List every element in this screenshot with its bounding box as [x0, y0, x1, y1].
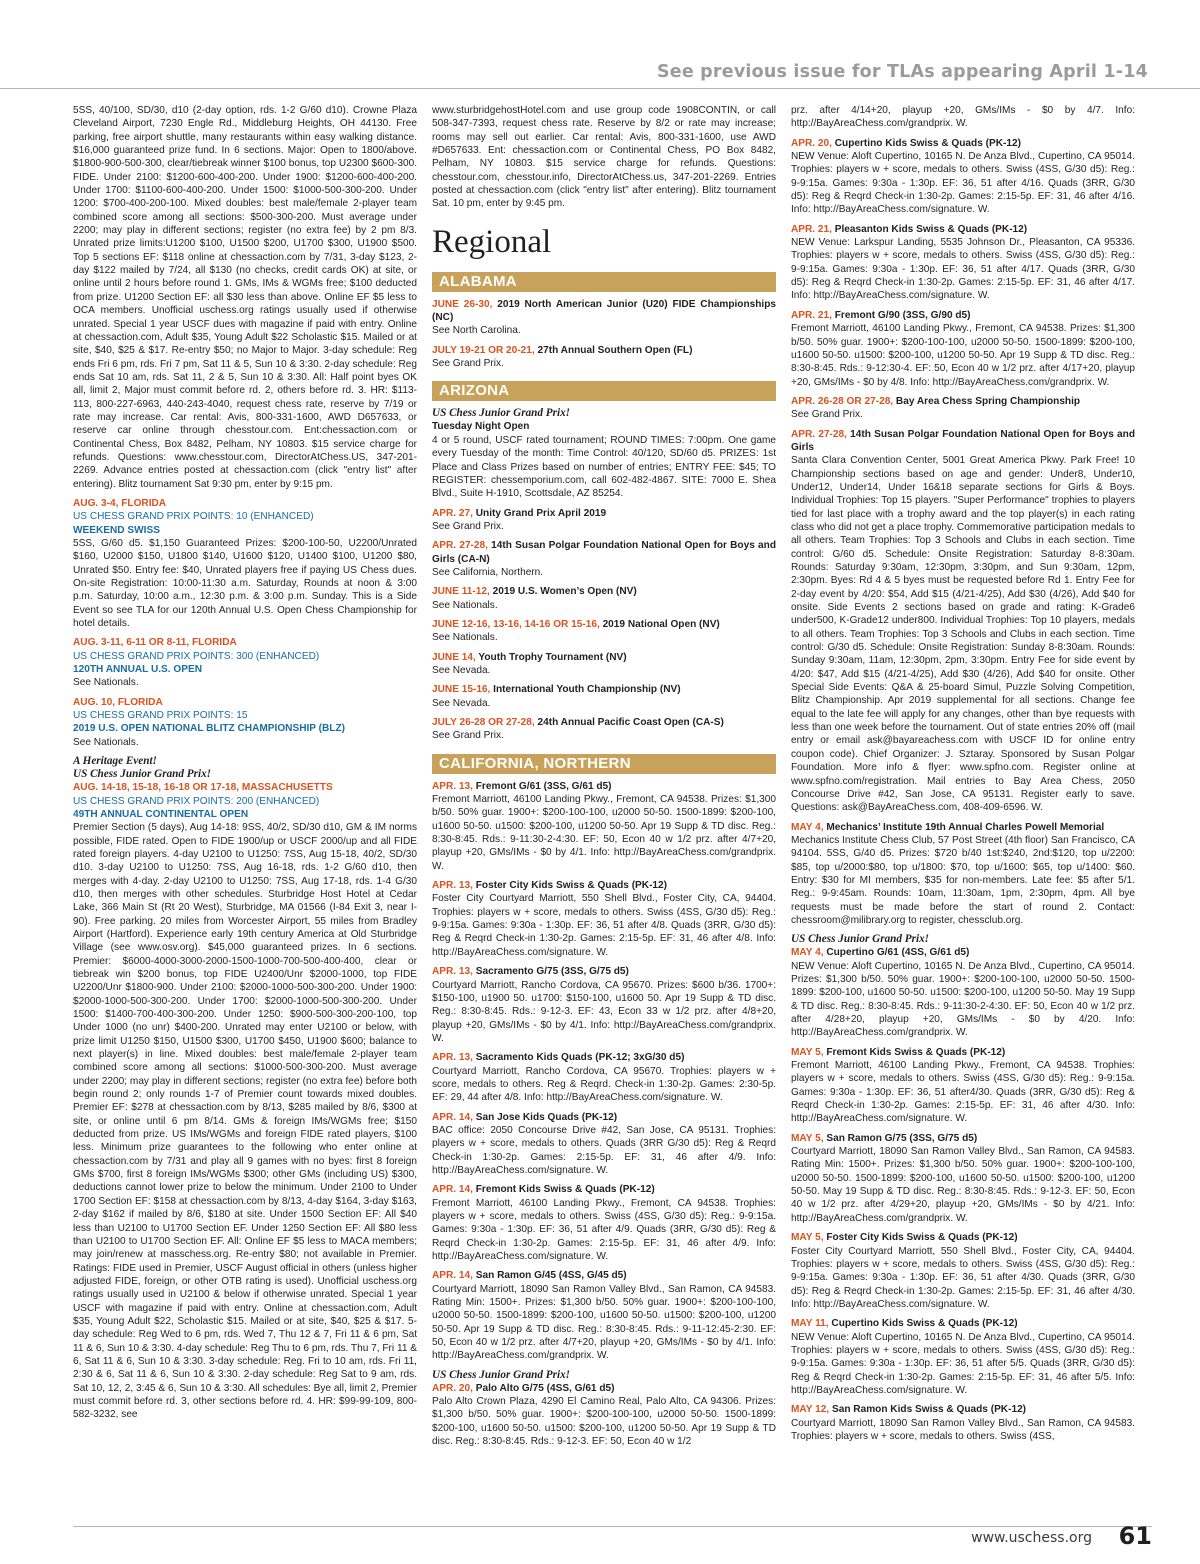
listing-name: Sacramento Kids Quads (PK-12; 3xG/30 d5) — [472, 1052, 685, 1064]
listing-body: See Nationals. — [73, 736, 139, 748]
grand-prix-points: US CHESS GRAND PRIX POINTS: 300 (ENHANCED) — [73, 650, 320, 662]
listing-body: NEW Venue: Aloft Cupertino, 10165 N. De Anza Blvd., Cupertino, CA 95014. Trophies: players w + score, medals to others. Swiss (4SS, G/30 d5): Reg.: 9-9:15a. Games: 9:30a - 1:30p. EF: 36, 51 after 5/5. Quads (3RR, G/30 d5): Reg & Reqrd Check-in 1:30-2p. Games: 2:15-5p. EF: 31, 46 after 5/5. Info: http://BayAreaChess.com/signature. W. — [791, 1331, 1135, 1396]
listing-body: Courtyard Marriott, Rancho Cordova, CA 95670. Prizes: $600 b/36. 1700+: $150-100, u1900 50. u1700: $150-100, u1600 50. Apr 19 Supp & TD disc. Reg.: 8:30-8:45. Rds.: 9-12-3. EF: 43, Econ 33 w 1/2 prz. after 4/8+20, playup +20, GMs/IMs - $0 by 4/1. Info: http://BayAreaChess.com/grandprix. W. — [432, 979, 776, 1044]
listing-date: MAY 11, — [791, 1318, 829, 1330]
heritage-event-label: A Heritage Event! — [73, 755, 157, 768]
listing — [432, 965, 776, 1045]
listing-name: 49TH ANNUAL CONTINENTAL OPEN — [73, 808, 249, 820]
listing-name: WEEKEND SWISS — [73, 524, 160, 536]
junior-grand-prix-label: US Chess Junior Grand Prix! — [432, 1368, 571, 1381]
listing-us-open — [73, 636, 417, 689]
listing-date: APR. 27-28, — [432, 540, 488, 552]
listing — [432, 1382, 776, 1449]
grand-prix-points: US CHESS GRAND PRIX POINTS: 200 (ENHANCED) — [73, 795, 320, 807]
listing-date: JUNE 12-16, 13-16, 14-16 OR 15-16, — [432, 618, 600, 630]
listing-body: Premier Section (5 days), Aug 14-18: 9SS, 40/2, SD/30 d10, GM & IM norms possible, FIDE rated. Open to FIDE 1900/up or USCF 2000/up and all FIDE rated foreign players. 4-day U2100 to U1250: 7SS, Aug 15-18, 40/2, SD/30 d10. 3-day U2100 to U1250: 7SS, Aug 16-18, rds. 1-2 G/60 d10, then merges with 4-day. 2-day U2100 to U1250: 7SS, Aug 17-18, rds. 1-4 G/30 d10, then merges with other schedules. Sturbridge Host Hotel at Cedar Lake, 366 Main St (Rt 20 West), Sturbridge, MA 01566 (I-84 Exit 3, near I-90). Free parking. 20 miles from Worcester Airport, 55 miles from Bradley Airport (Hartford). Experience early 19th century America at Old Sturbridge Village (see www.osv.org). $45,000 guaranteed prizes. In 6 sections. Premier: $6000-4000-3000-2000-1500-1000-700-500-400-400, clear or tiebreak win $200 bonus, top FIDE U2400/Unr $2000-1000, top FIDE U2200/Unr $1800-900. Under 2100: $2000-1000-500-300-200. Under 1900: $2000-1000-500-300-200. Under 1700: $2000-1000-500-300-200. Under 1500: $1400-700-400-300-200. Under 1250: $900-500-300-200-100, top Under 1000 (no unr) $400-200. Unrated may enter U2100 or below, with prize limit U1250 $150, U1500 $300, U1700 $450, U1900 $600; balance to next player(s) in line. Mixed doubles: best male/female 2-player team combined score among all sections: $1000-500-300-200. Must average under 2200; may play in different sections; register (no extra fee) before both begin round 2; only rounds 1-7 of Premier count towards mixed doubles. Premier EF: $278 at chessaction.com by 8/13, $285 mailed by 8/6, $300 at site, or online until 6 pm 8/14. GMs & foreign IMs/WGMs free; $150 deducted from prize. US IMs/WGMs and foreign FIDE rated players, $100 less. Minimum prize guarantees to the following who enter online at chessaction.com by 7/31 and play all 9 games with no byes: first 8 foreign GMs $700, first 8 foreign IMs/WGMs $300; other GMs (including US) $300, deductions cannot lower prize to below the minimum. Under 2100 to Under 1700 Section EF: $158 at chessaction.com by 8/13, 4-day $164, 3-day $163, 2-day $162 if mailed by 8/6, $180 at site. Under 1500 Section EF: All $40 less than U2100 to U1700 Section EF. Under 1250 Section EF: All $80 less than U2100 to U1700 Section EF. All: Online EF $5 less to MACA members; may join/renew at masschess.org. Re-entry $80; not available in Premier. Ratings: FIDE used in Premier, USCF August official in others (unless higher adjusted FIDE, foreign, or other OTB rating is used). Unofficial uschess.org ratings usually used in U2100 & below if otherwise unrated. Special 1 year USCF with magazine if paid with entry. Online at chessaction.com, Adult $35, Young Adult $22, Scholastic $15. Mailed or at site, $40, $25 & $17. 5-day schedule: Reg Wed to 6 pm, rds. Wed 7, Thu 12 & 7, Fri 11 & 6 pm, Sat 11 & 6, Sun 10 & 3:30. 4-day schedule: Reg Thu to 6 pm, rds. Thu 7, Fri 11 & 6, Sat 11 & 6, Sun 10 & 3:30. 3-day schedule: Reg. Fri to 10 am, rds. Fri 11, 2:30 & 6, Sat 11 & 6, Sun 10 & 3:30. 2-day schedule: Reg Sat to 9 am, rds. Sat 10, 12, 2, 3:45 & 6, Sun 10 & 3:30. All schedules: Bye all, limit 2, Premier must commit before rd. 3, other sections before rd. 4. HR: $99-99-109, 800-582-3232, see — [73, 822, 417, 1421]
listing — [432, 651, 776, 678]
listing-date: MAY 4, — [791, 947, 824, 959]
listing — [432, 1269, 776, 1362]
listing-date: APR. 14, — [432, 1270, 473, 1282]
listing — [791, 395, 1135, 422]
listing — [791, 1132, 1135, 1225]
listing-name: 14th Susan Polgar Foundation National Open for Boys and Girls — [791, 428, 1135, 453]
listing-name: 120TH ANNUAL U.S. OPEN — [73, 664, 203, 676]
listing-body: Courtyard Marriott, 18090 San Ramon Valley Blvd., San Ramon, CA 94583. Rating Min: 1500+. Prizes: $1,300 b/50. 50% guar. 1900+: $200-100-100, u2000 50-50. 1500-1899: $200-100, u1600 50-50. u1500: $200-100, u1200 50-50. Apr 19 Supp & TD disc. Reg.: 8:30-8:45. Rds.: 9-11-12:45-2:30. EF: 50, Econ 40 w 1/2 prz. after 4/7+20, playup +20, GMs/IMs - $0 by 4/1. Info: http://BayAreaChess.com/grandprix. W. — [432, 1283, 776, 1362]
listing — [791, 428, 1135, 815]
listing — [791, 309, 1135, 389]
listing-date: APR. 27-28, — [791, 428, 847, 440]
listing-body: NEW Venue: Aloft Cupertino, 10165 N. De Anza Blvd., Cupertino, CA 95014. Prizes: $1,300 b/50. 50% guar. 1900+: $200-100-100, u2000 50-50. 1500-1899: $200-100, u1600 50-50. u1500: $200-100, u1200 50-50. May 19 Supp & TD disc. Reg.: 8:30-8:45. Rds.: 9-11:30-2-4:30. EF: 50, Econ 40 w 1/2 prz. after 4/28+20, playup +20, GMs/IMs - $0 by 4/20. Info: http://BayAreaChess.com/grandprix. W. — [791, 960, 1135, 1039]
listing-name: 14th Susan Polgar Foundation National Open for Boys and Girls (CA-N) — [432, 540, 776, 565]
listing-date: JULY 26-28 OR 27-28, — [432, 717, 535, 728]
listing — [432, 507, 776, 534]
page-number: 61 — [1118, 1522, 1152, 1550]
listing-body: See Nevada. — [432, 664, 491, 676]
listing-date: APR. 13, — [432, 880, 473, 892]
listing — [791, 223, 1135, 303]
listing — [791, 1317, 1135, 1397]
listing-date: AUG. 10, FLORIDA — [73, 696, 163, 708]
listing-name: Pleasanton Kids Swiss & Quads (PK-12) — [831, 223, 1028, 235]
listing-name: San Ramon G/75 (3SS, G/75 d5) — [823, 1132, 978, 1144]
listing-body: Fremont Marriott, 46100 Landing Pkwy., Fremont, CA 94538. Trophies: players w + score, medals to others. Swiss (4SS, G/30 d5): Reg.: 9-9:15a. Games: 9:30a - 1:30p. EF: 36, 51 after4/30. Quads (3RR, G/30 d5): Reg & Reqrd Check-in 1:30-2p. Games: 2:15-5p. EF: 31, 46 after 4/30. Info: http://BayAreaChess.com/signature. W. — [791, 1060, 1135, 1125]
listing-body: See Grand Prix. — [791, 409, 863, 421]
listing-body: 4 or 5 round, USCF rated tournament; ROUND TIMES: 7:00pm. One game every Tuesday of the month: Time Control: 40/120, SD/60 d5. PRIZES: 1st Place and Class Prizes based on number of entries; ENTRY FEE: $45; TO REGISTER: chessemporium.com, call 602-482-4867. SITE: 7000 E. Shea Blvd., Suite H-1910, Scottsdale, AZ 85254. — [432, 434, 776, 500]
listing-body: NEW Venue: Aloft Cupertino, 10165 N. De Anza Blvd., Cupertino, CA 95014. Trophies: players w + score, medals to others. Swiss (4SS, G/30 d5): Reg.: 9-9:15a. Games: 9:30a - 1:30p. EF: 36, 51 after 4/16. Quads (3RR, G/30 d5): Reg & Reqrd Check-in 1:30-2p. Games: 2:15-5p. EF: 31, 46 after 4/16. Info: http://BayAreaChess.com/signature. W. — [791, 151, 1135, 216]
listing-name: 2019 U.S. OPEN NATIONAL BLITZ CHAMPIONSHIP (BLZ) — [73, 723, 345, 735]
listing-name: 2019 National Open (NV) — [599, 618, 720, 630]
running-header — [0, 62, 1200, 85]
listing-date: JUNE 14, — [432, 651, 476, 663]
listing — [432, 1051, 776, 1104]
listing-body: See Grand Prix. — [432, 520, 504, 532]
listing-name: Mechanics’ Institute 19th Annual Charles Powell Memorial — [823, 821, 1105, 833]
listing — [432, 618, 776, 645]
listing-body: See Grand Prix. — [432, 730, 504, 742]
listing-date: AUG. 3-11, 6-11 OR 8-11, FLORIDA — [73, 637, 237, 649]
grand-prix-points: US CHESS GRAND PRIX POINTS: 10 (ENHANCED) — [73, 511, 314, 523]
footer-rule — [73, 1526, 1152, 1527]
listing-date: JUNE 26-30, — [432, 298, 493, 310]
header-title: See previous issue for TLAs appearing April 1-14 — [656, 62, 1148, 82]
listing-body: Courtyard Marriott, Rancho Cordova, CA 95670. Trophies: players w + score, medals to others. Reg & Reqrd. Check-in 1:30-2p. Games: 2:30-5p. EF: 29, 44 after 4/8. Info: http://BayAreaChess.com/signature. W. — [432, 1065, 776, 1104]
listing-body: Courtyard Marriott, 18090 San Ramon Valley Blvd., San Ramon, CA 94583. Trophies: players w + score, medals to others. Swiss (4SS, — [791, 1417, 1135, 1442]
listing-weekend-swiss — [73, 497, 417, 630]
listing — [432, 344, 776, 371]
footer-website: www.uschess.org — [971, 1530, 1092, 1546]
listing — [432, 298, 776, 338]
listing-name: Fremont G/90 (3SS, G/90 d5) — [831, 309, 971, 321]
listing-date: MAY 5, — [791, 1132, 824, 1144]
listing-name: San Jose Kids Quads (PK-12) — [472, 1111, 618, 1123]
listing-date: AUG. 14-18, 15-18, 16-18 OR 17-18, MASSACHUSETTS — [73, 782, 333, 794]
state-header-alabama: ALABAMA — [432, 271, 776, 292]
listing-name: Cupertino Kids Swiss & Quads (PK-12) — [831, 137, 1021, 149]
listing-body: See North Carolina. — [432, 325, 521, 337]
listing-name: 24th Annual Pacific Coast Open (CA-S) — [534, 717, 724, 728]
junior-grand-prix-label: US Chess Junior Grand Prix! — [791, 933, 930, 946]
listing — [432, 716, 776, 743]
listing-name: Palo Alto G/75 (4SS, G/61 d5) — [472, 1382, 615, 1394]
listing — [791, 137, 1135, 217]
listing-us-open-blitz — [73, 696, 417, 749]
listing — [432, 683, 776, 710]
listing-body: Fremont Marriott, 46100 Landing Pkwy., Fremont, CA 94538. Trophies: players w + score, medals to others. Swiss (4SS, G/30 d5): Reg.: 9-9:15a. Games: 9:30a - 1:30p. EF: 36, 51 after 4/9. Quads (3RR, G/30 d5): Reg & Reqrd Check-in 1:30-2p. Games: 2:15-5p. EF: 31, 46 after 4/9. Info: http://BayAreaChess.com/signature. W. — [432, 1197, 776, 1263]
junior-grand-prix-label: US Chess Junior Grand Prix! — [73, 768, 212, 781]
listing-date: APR. 20, — [432, 1382, 473, 1394]
listing-date: JULY 19-21 OR 20-21, — [432, 344, 535, 356]
listing-body: Santa Clara Convention Center, 5001 Great America Pkwy. Park Free! 10 Championship sections based on age and gender: Under8, Under10, Under12, Under14, Under 16&18 separate sections for Girls & Boys. Individual Trophies: Top 15 players. "Super Performance" trophies to players tied for last place with a trophy award and the top player(s) in each rating class who did not get a place trophy. Commemorative participation medals to all others. Team Trophies: Top 3 Schools and Clubs in each section. Time control: G/60 d5. Schedule: Onsite Registration: Saturday 8-8:30am. Rounds: Saturday 9:30am, 12:30pm, 3:30pm, and Sun 9:30am, 12pm, 2:30pm. Byes: Rd 4 & 5 byes must be requested before Rd 1. Entry Fee for 2-day event by 4/20: $54, Add $15 (4/21-4/25), Add $30 (4/26), Add $40 for onsite. Side Events 2 sections based on grade and rating: K-Grade6 under500, K-Grade12 under800. Individual Trophies: Top 10 players, medals to all others. Team Trophies: Top 3 Schools and Clubs in each section. Time control: G/30 d5. Schedule: Onsite Registration: Sunday 8-8:30am. Rounds: Sunday 9:30am, 11am, 12:30pm, 2pm, 3:30pm. Entry Fee for side event by 4/20: $47, Add $15 (4/21-4/25), Add $30 (4/26), Add $40 for onsite. Other Special Side Events: Q&A & 25-board Simul, Puzzle Solving Competition, Blitz Championship. Apr 2019 supplemental for all sections. Change fee equal to the late fee will apply for any changes, other than bye requests with less than one week before the tournament. Out of state entries 20% off (mail entry or email ask@bayareachess.com with USCF ID for online entry coupon code). Chief Organizer: J. Sztaray. Sponsored by Susan Polgar Foundation. More info & flyer: www.spfno.com. Register online at www.spfno.com/registration. Mail entries to Bay Area Chess, 2050 Concourse Drive #42, San Jose, CA 95131. Register early to save. Questions: ask@BayAreaChess.com, 408-409-6596. W. — [791, 455, 1135, 814]
listing — [791, 1231, 1135, 1311]
listing-body: See Nationals. — [432, 599, 498, 611]
listing-body: See Nationals. — [73, 677, 139, 689]
listing-continental-open — [73, 781, 417, 1422]
listing-name: San Ramon Kids Swiss & Quads (PK-12) — [829, 1404, 1027, 1416]
listing-body: Courtyard Marriott, 18090 San Ramon Valley Blvd., San Ramon, CA 94583. Rating Min: 1500+. Prizes: $1,300 b/50. 50% guar. 1900+: $200-100-100, u2000 50-50. 1500-1899: $200-100, u1600 50-50. u1500: $200-100, u1200 50-50. May 19 Supp & TD disc. Reg.: 8:30-8:45. Rds.: 9-12-3. EF: 50, Econ 40 w 1/2 prz. after 4/29+20, playup +20, GMs/IMs - $0 by 4/21. Info: http://BayAreaChess.com/grandprix. W. — [791, 1146, 1135, 1224]
junior-grand-prix-label: US Chess Junior Grand Prix! — [432, 407, 571, 420]
listing — [432, 539, 776, 579]
listing — [791, 1403, 1135, 1443]
ohio-continued-body: 5SS, 40/100, SD/30, d10 (2-day option, rds. 1-2 G/60 d10). Crowne Plaza Cleveland Airport, 7230 Engle Rd., Middleburg Heights, OH 44130. Free parking, free airport shuttle, many restaurants within easy walking distance. $16,000 guaranteed prize fund. In 6 sections. Major: Open to 1800/above. $1800-900-500-300, clear/tiebreak winner $100 bonus, top U2300 $600-300. FIDE. Under 2100: $1200-600-400-200. Under 1900: $1200-600-400-200. Under 1700: $1100-600-400-200. Under 1500: $1000-500-300-200. Under 1200: $700-400-200-100. Mixed doubles: best male/female 2-player team combined score among all sections: $500-300-200. Must average under 2200; may play in different sections; register (no extra fee) by 2 pm 8/3. Unrated prize limits:U1200 $100, U1500 $200, U1700 $300, U1900 $500. Top 5 sections EF: $118 online at chessaction.com by 7/31, 3-day $123, 2-day $122 mailed by 7/24, all $130 (no checks, credit cards OK) at site, or online until 2 hours before round 1. GMs, IMs & WGMs free; $100 deducted from prize. U1200 Section EF: all $30 less than above. Online EF $5 less to OCA members. Unofficial uschess.org ratings usually used if otherwise unrated. Special 1 year USCF dues with magazine if paid with entry. Online at chessaction.com, Adult $35, Young Adult $22 Scholastic $15. Mailed or at site, $40, $25 & $17. Re-entry $50; no Major to Major. 3-day schedule: Reg ends Fri 6 pm, rds. Fri 7 pm, Sat 11 & 5, Sun 10 & 3:30. 2-day schedule: Reg ends Sat 10 am, rds. Sat 11, 2 & 5, Sun 10 & 3:30. All: Half point byes OK all, limit 2, Major must commit before rd. 2, others before rd. 3. HR: $113-113, 800-227-6963, 440-243-4040, request chess rate, reserve by 7/19 or rate may increase. Car rental: Avis, 800-331-1600, AWD D657633, or reserve car online through chesstour.com. Ent:chessaction.com or Continental Chess, Box 8482, Pelham, NY 10803. $15 service charge for refunds. Questions: www.chesstour.com, DirectorAtChess.US, 347-201-2269. Advance entries posted at chessaction.com (click "entry list" after entering). Blitz tournament Sat 9:30 pm, enter by 9:15 pm. — [73, 105, 417, 490]
listing-name: Foster City Kids Swiss & Quads (PK-12) — [472, 880, 668, 892]
listing-name: Bay Area Chess Spring Championship — [893, 395, 1081, 407]
palo-alto-continued-body: prz. after 4/14+20, playup +20, GMs/IMs - $0 by 4/7. Info: http://BayAreaChess.com/grandprix. W. — [791, 105, 1135, 130]
listing-date: APR. 27, — [432, 507, 473, 519]
listing-name: Tuesday Night Open — [432, 421, 530, 433]
listing-name: San Ramon G/45 (4SS, G/45 d5) — [472, 1270, 627, 1282]
listing-name: 2019 U.S. Women’s Open (NV) — [489, 586, 637, 598]
listing-body: Mechanics Institute Chess Club, 57 Post Street (4th floor) San Francisco, CA 94104. 5SS, G/40 d5. Prizes: $720 b/40 1st:$240, 2nd:$120, top u/2200: $85, top u/2000:$80, top u/1800: $70, top u/1600: $65, top u/1400: $60. Entry: $30 for MI members, $35 for non-members. Late fee: $5 after 5/1. Reg.: 9-9:45am. Rounds: 10am, 11:30am, 1pm, 2:30pm, 4pm. All bye requests must be made before the start of round 2. Contact: chessroom@milibrary.org to register, chessclub.org. — [791, 834, 1135, 926]
state-header-arizona: ARIZONA — [432, 380, 776, 401]
section-title-regional: Regional — [432, 223, 552, 260]
listing-body: 5SS, G/60 d5. $1,150 Guaranteed Prizes: $200-100-50, U2200/Unrated $160, U2000 $150, U1800 $140, U1600 $120, U1400 $100, U1200 $80, Unrated $50. Entry fee: $40, Unrated players free if paying US Chess dues. On-site Registration: 10:00-11:30 a.m. Saturday, Rounds at noon & 3:00 p.m. Saturday, 10:00 a.m., 12:30 p.m. & 3:00 p.m. Sunday. This is a Side Event so see TLA for our 120th Annual U.S. Open Chess Championship for hotel details. — [73, 538, 417, 630]
listing-body: See Nationals. — [432, 632, 498, 644]
grand-prix-points: US CHESS GRAND PRIX POINTS: 15 — [73, 710, 248, 722]
column-1 — [73, 104, 417, 1524]
column-2 — [432, 104, 776, 1524]
listing-date: APR. 14, — [432, 1184, 473, 1196]
listing-name: Unity Grand Prix April 2019 — [472, 507, 607, 519]
listing-date: MAY 5, — [791, 1046, 824, 1058]
listing-name: Fremont G/61 (3SS, G/61 d5) — [472, 780, 612, 792]
listing-date: MAY 5, — [791, 1232, 824, 1244]
listing-body: See California, Northern. — [432, 566, 544, 578]
listing-body: See Nevada. — [432, 697, 491, 709]
listing-name: Youth Trophy Tournament (NV) — [475, 651, 627, 663]
listing-date: APR. 13, — [432, 780, 473, 792]
listing-name: 27th Annual Southern Open (FL) — [534, 344, 693, 356]
listing-date: MAY 12, — [791, 1404, 830, 1416]
listing-date: APR. 14, — [432, 1111, 473, 1123]
listing-date: APR. 21, — [791, 223, 832, 235]
listing — [432, 585, 776, 612]
listing — [791, 1046, 1135, 1126]
listing-date: APR. 26-28 OR 27-28, — [791, 395, 894, 407]
listing-name: Cupertino Kids Swiss & Quads (PK-12) — [828, 1318, 1018, 1330]
listing-date: APR. 13, — [432, 966, 473, 978]
listing-name: Foster City Kids Swiss & Quads (PK-12) — [823, 1232, 1018, 1244]
state-header-california-northern: CALIFORNIA, NORTHERN — [432, 753, 776, 774]
listing-name: International Youth Championship (NV) — [490, 684, 681, 696]
listing — [432, 780, 776, 873]
listing-body: BAC office: 2050 Concourse Drive #42, San Jose, CA 95131. Trophies: players w + score, medals to others. Quads (3RR G/30 d5): Reg & Reqrd Check-in 1:30-2p. Games: 2:15-5p. EF: 31, 46 after 4/9. Info: http://BayAreaChess.com/signature. W. — [432, 1124, 776, 1176]
listing-date: JUNE 11-12, — [432, 586, 490, 598]
listing-date: MAY 4, — [791, 821, 824, 833]
listing-name: Sacramento G/75 (3SS, G/75 d5) — [472, 966, 629, 978]
header-rule — [0, 88, 1200, 89]
listing-body: Fremont Marriott, 46100 Landing Pkwy., Fremont, CA 94538. Prizes: $1,300 b/50. 50% guar. 1900+: $200-100-100, u2000 50-50. 1500-1899: $200-100, u1600 50-50. u1500: $200-100, u1200 50-50. Apr 19 Supp & TD disc. Reg.: 8:30-8:45. Rds.: 9-12:30-4. EF: 50, Econ 40 w 1/2 prz. after 4/17+20, playup +20, GMs/IMs - $0 by 4/8. Info: http://BayAreaChess.com/grandprix. W. — [791, 323, 1135, 388]
listing-body: Palo Alto Crown Plaza, 4290 El Camino Real, Palo Alto, CA 94306. Prizes: $1,300 b/50. 50% guar. 1900+: $200-100-100, u2000 50-50. 1500-1899: $200-100, u1600 50-50. u1500: $200-100, u1200 50-50. Apr 19 Supp & TD disc. Reg.: 8:30-8:45. Rds.: 9-12-3. EF: 50, Econ 40 w 1/2 — [432, 1396, 776, 1448]
listing-date: JUNE 15-16, — [432, 684, 491, 696]
continental-continued-body: www.sturbridgehostHotel.com and use group code 1908CONTIN, or call 508-347-7393, request chess rate. Reserve by 8/2 or rate may increase; rooms may sell out earlier. Car rental: Avis, 800-331-1600, use AWD #D657633. Ent: chessaction.com or Continental Chess, PO Box 8482, Pelham, NY 10803. $15 service charge for refunds. Questions: chesstour.com, chesstour.info, DirectorAtChess.us, 347-201-2269. Entries posted at chessaction.com (click "entry list" after entering). Blitz tournament Sat. 10 pm, enter by 9:45 pm. — [432, 105, 776, 210]
listing-body: Fremont Marriott, 46100 Landing Pkwy., Fremont, CA 94538. Prizes: $1,300 b/50. 50% guar. 1900+: $200-100-100, u2000 50-50. 1500-1899: $200-100, u1600 50-50. u1500: $200-100, u1200 50-50. Apr 19 Supp & TD disc. Reg.: 8:30-8:45. Rds.: 9-11:30-2-4:30. EF: 50, Econ 40 w 1/2 prz. after 4/7+20, playup +20, GMs/IMs - $0 by 4/1. Info: http://BayAreaChess.com/grandprix. W. — [432, 794, 776, 872]
listing — [432, 420, 776, 500]
listing — [432, 1183, 776, 1263]
listing-date: APR. 20, — [791, 137, 832, 149]
listing-name: Fremont Kids Swiss & Quads (PK-12) — [823, 1046, 1006, 1058]
listing-name: Fremont Kids Swiss & Quads (PK-12) — [472, 1184, 655, 1196]
listing-body: Foster City Courtyard Marriott, 550 Shell Blvd., Foster City, CA, 94404. Trophies: players w + score, medals to others. Swiss (4SS, G/30 d5): Reg.: 9-9:15a. Games: 9:30a - 1:30p. EF: 36, 51 after 4/30. Quads (3RR, G/30 d5): Reg & Reqrd Check-in 1:30-2p. Games: 2:15-5p. EF: 31, 46 after 4/30. Info: http://BayAreaChess.com/signature. W. — [791, 1245, 1135, 1310]
listing — [791, 821, 1135, 928]
listing-date: AUG. 3-4, FLORIDA — [73, 497, 167, 509]
column-3 — [791, 104, 1135, 1524]
listing-name: 2019 North American Junior (U20) FIDE Championships (NC) — [432, 298, 776, 324]
listing-date: APR. 13, — [432, 1052, 473, 1064]
listing — [432, 1111, 776, 1178]
listing-name: Cupertino G/61 (4SS, G/61 d5) — [823, 947, 970, 959]
listing-body: NEW Venue: Larkspur Landing, 5535 Johnson Dr., Pleasanton, CA 95336. Trophies: players w + score, medals to others. Swiss (4SS, G/30 d5): Reg.: 9-9:15a. Games: 9:30a - 1:30p. EF: 36, 51 after 4/17. Quads (3RR, G/30 d5): Reg & Reqrd Check-in 1:30-2p. Games: 2:15-5p. EF: 31, 46 after 4/17. Info: http://BayAreaChess.com/signature. W. — [791, 237, 1135, 302]
listing-body: Foster City Courtyard Marriott, 550 Shell Blvd., Foster City, CA, 94404. Trophies: players w + score, medals to others. Swiss (4SS, G/30 d5): Reg.: 9-9:15a. Games: 9:30a - 1:30p. EF: 36, 51 after 4/8. Quads (3RR, G/30 d5): Reg & Reqrd Check-in 1:30-2p. Games: 2:15-5p. EF: 31, 46 after 4/8. Info: http://BayAreaChess.com/signature. W. — [432, 893, 776, 958]
listing-date: APR. 21, — [791, 309, 832, 321]
listing-body: See Grand Prix. — [432, 358, 504, 370]
listing — [432, 879, 776, 959]
listing — [791, 946, 1135, 1039]
